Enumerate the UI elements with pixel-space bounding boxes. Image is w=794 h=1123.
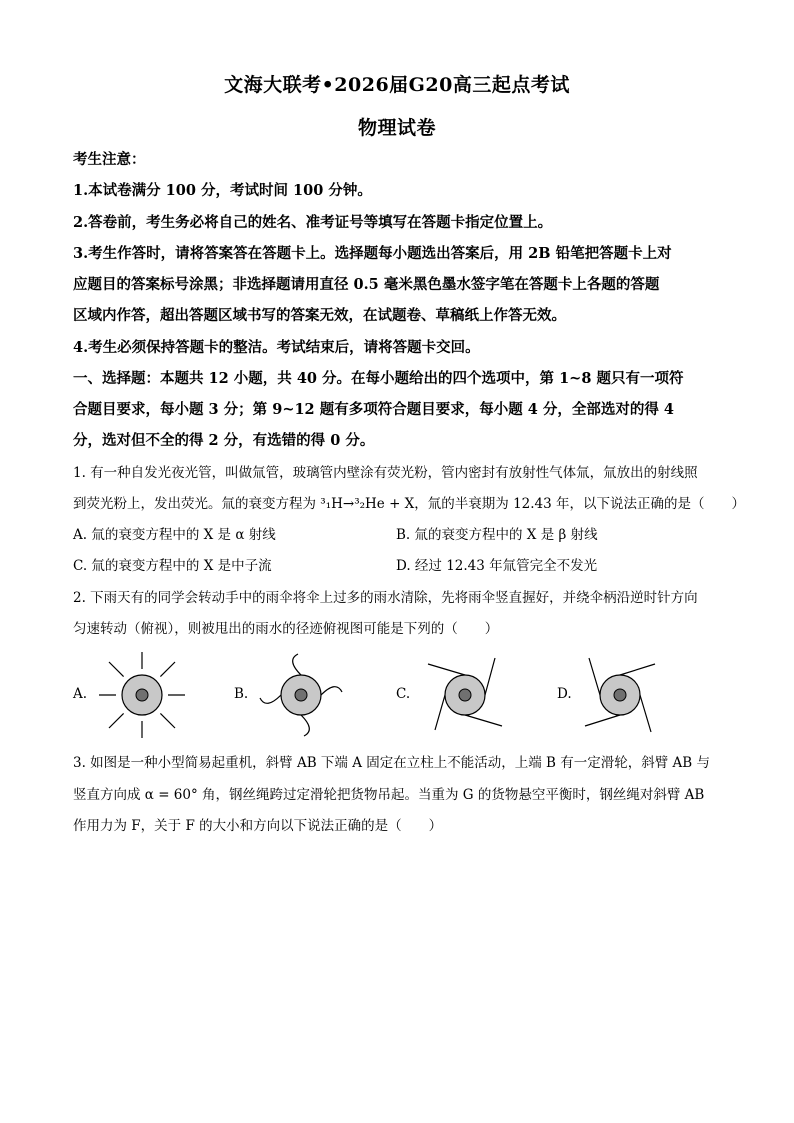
notice-line: 1.本试卷满分 100 分，考试时间 100 分钟。 <box>73 182 372 199</box>
notice-line: 3.考生作答时，请将答案答在答题卡上。选择题每小题选出答案后，用 2B 铅笔把答题卡上对 <box>73 245 672 262</box>
exam-title: 文海大联考•2026届G20高三起点考试 <box>224 74 570 96</box>
q1-option-d[interactable]: D. 经过 12.43 年氚管完全不发光 <box>396 558 598 574</box>
q2-figure-b-umbrella-curved[interactable] <box>256 650 346 740</box>
q2-figure-a-label[interactable]: A. <box>73 686 88 702</box>
section-heading-line: 分，选对但不全的得 2 分，有选错的得 0 分。 <box>73 432 375 449</box>
notice-header: 考生注意： <box>73 151 146 168</box>
exam-subtitle: 物理试卷 <box>357 117 436 139</box>
q2-figure-c-label[interactable]: C. <box>396 686 411 702</box>
q2-figure-d-label[interactable]: D. <box>557 686 572 702</box>
question-1-line: 1. 有一种自发光夜光管，叫做氚管，玻璃管内壁涂有荧光粉，管内密封有放射性气体氚，氚放出的射线照 <box>73 465 698 481</box>
q2-figure-b-label[interactable]: B. <box>234 686 249 702</box>
section-heading-line: 一、选择题：本题共 12 小题，共 40 分。在每小题给出的四个选项中，第 1~8 题只有一项符 <box>73 370 684 387</box>
notice-line: 区域内作答，超出答题区域书写的答案无效，在试题卷、草稿纸上作答无效。 <box>73 307 566 324</box>
notice-line: 2.答卷前，考生务必将自己的姓名、准考证号等填写在答题卡指定位置上。 <box>73 214 553 231</box>
question-3-line: 作用力为 F，关于 F 的大小和方向以下说法正确的是（ ） <box>73 818 443 834</box>
q1-option-b[interactable]: B. 氚的衰变方程中的 X 是 β 射线 <box>396 527 598 543</box>
q1-option-c[interactable]: C. 氚的衰变方程中的 X 是中子流 <box>73 558 272 574</box>
q2-figure-a-umbrella-radial[interactable] <box>97 650 187 740</box>
question-2-line: 2. 下雨天有的同学会转动手中的雨伞将伞上过多的雨水清除，先将雨伞竖直握好，并绕伞柄沿逆时针方向 <box>73 590 698 606</box>
question-2-line: 匀速转动（俯视），则被甩出的雨水的径迹俯视图可能是下列的（ ） <box>73 621 499 637</box>
notice-line: 应题目的答案标号涂黑；非选择题请用直径 0.5 毫米黑色墨水签字笔在答题卡上各题的答题 <box>73 276 660 293</box>
question-1-line: 到荧光粉上，发出荧光。氚的衰变方程为 ³₁H→³₂He + X，氚的半衰期为 12.43 年，以下说法正确的是（ ） <box>73 496 746 512</box>
notice-line: 4.考生必须保持答题卡的整洁。考试结束后，请将答题卡交回。 <box>73 339 480 356</box>
q1-option-a[interactable]: A. 氚的衰变方程中的 X 是 α 射线 <box>73 527 276 543</box>
question-3-line: 竖直方向成 α = 60° 角，钢丝绳跨过定滑轮把货物吊起。当重为 G 的货物悬空平衡时，钢丝绳对斜臂 AB <box>73 787 705 803</box>
question-3-line: 3. 如图是一种小型简易起重机，斜臂 AB 下端 A 固定在立柱上不能活动，上端 B 有一定滑轮，斜臂 AB 与 <box>73 755 711 771</box>
section-heading-line: 合题目要求，每小题 3 分；第 9~12 题有多项符合题目要求，每小题 4 分，全部选对的得 4 <box>73 401 675 418</box>
q2-figure-d-umbrella-tangent[interactable] <box>575 650 665 740</box>
q2-figure-c-umbrella-tangent[interactable] <box>420 650 510 740</box>
